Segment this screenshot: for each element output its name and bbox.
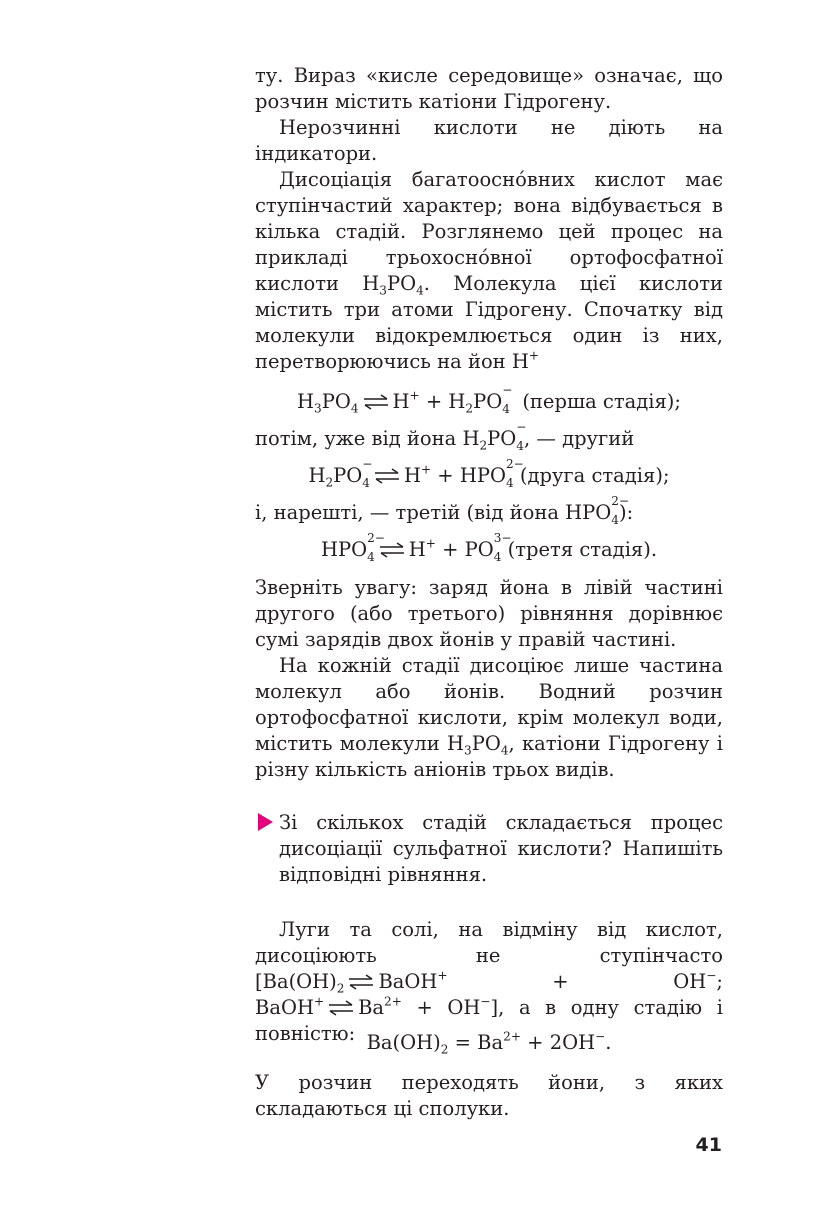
equation-stage-2: $H_2PO$ − 4 H+ + HPO 2− 4 (друга стадія); bbox=[308, 457, 670, 491]
equilibrium-arrows-icon bbox=[347, 974, 375, 990]
text-block-1 bbox=[255, 63, 723, 375]
triangle-right-icon bbox=[258, 813, 273, 831]
text-line: потім, уже від йона $H_2PO$ − 4, — другий bbox=[255, 420, 635, 454]
paragraph: ту. Вираз «кисле середовище» означає, що розчин містить катіони Гідрогену. bbox=[255, 64, 723, 113]
equilibrium-arrows-icon bbox=[327, 1000, 355, 1016]
text-line: і, нарешті, — третій (від йона HPO 2− 4): bbox=[255, 494, 634, 528]
paragraph: На кожній стадії дисоціює лише частина молекул або йонів. Водний розчин ортофосфатної кислоти, крім молекул води, містить молекули $H_3PO_4$, катіони Гідрогену і різну кількість аніонів трьох видів. bbox=[255, 654, 723, 781]
paragraph: Нерозчинні кислоти не діють на індикатори. bbox=[255, 116, 723, 165]
paragraph: У розчин переходять йони, з яких складаються ці сполуки. bbox=[255, 1071, 723, 1120]
equilibrium-arrows-icon bbox=[362, 394, 390, 410]
paragraph: Луги та солі, на відміну від кислот, дисоціюють не ступінчасто [$Ba(OH)_2$ BaOH+ + OH−; BaOH+ $Ba^{2+} + OH^-$], а в одну стадію і повністю: bbox=[255, 918, 723, 1045]
page-number: 41 bbox=[695, 1134, 722, 1156]
equation-stage-3: HPO 2− 4 H+ + PO 3− 4 (третя стадія). bbox=[320, 531, 658, 565]
text-block-2 bbox=[255, 575, 723, 783]
equation-baoh2: $Ba(OH)_2 = Ba^{2+} + 2OH^-$. bbox=[366, 1029, 612, 1057]
text-block-3 bbox=[255, 917, 723, 1047]
paragraph: Дисоціація багатоосно́вних кислот має ступінчастий характер; вона відбувається в кілька стадій. Розглянемо цей процес на прикладі трьохосно́вної ортофосфатної кислоти $H_3PO_4$. Молекула цієї кислоти містить три атоми Гідрогену. Спочатку від молекули відокремлюється один із них, перетворюючись на йон H+ bbox=[255, 168, 723, 373]
equilibrium-arrows-icon bbox=[373, 468, 401, 484]
paragraph: Зверніть увагу: заряд йона в лівій частині другого (або третього) рівняння дорівнює сумі зарядів двох йонів у правій частині. bbox=[255, 576, 723, 651]
question-text: Зі скількох стадій складається процес дисоціації сульфатної кислоти? Напишіть відповідні рівняння. bbox=[279, 811, 723, 886]
equation-stage-1: $H_3PO_4$ $H^+ + H_2PO$ − 4 (перша стадія); bbox=[297, 383, 681, 417]
text-block-4 bbox=[255, 1070, 723, 1122]
